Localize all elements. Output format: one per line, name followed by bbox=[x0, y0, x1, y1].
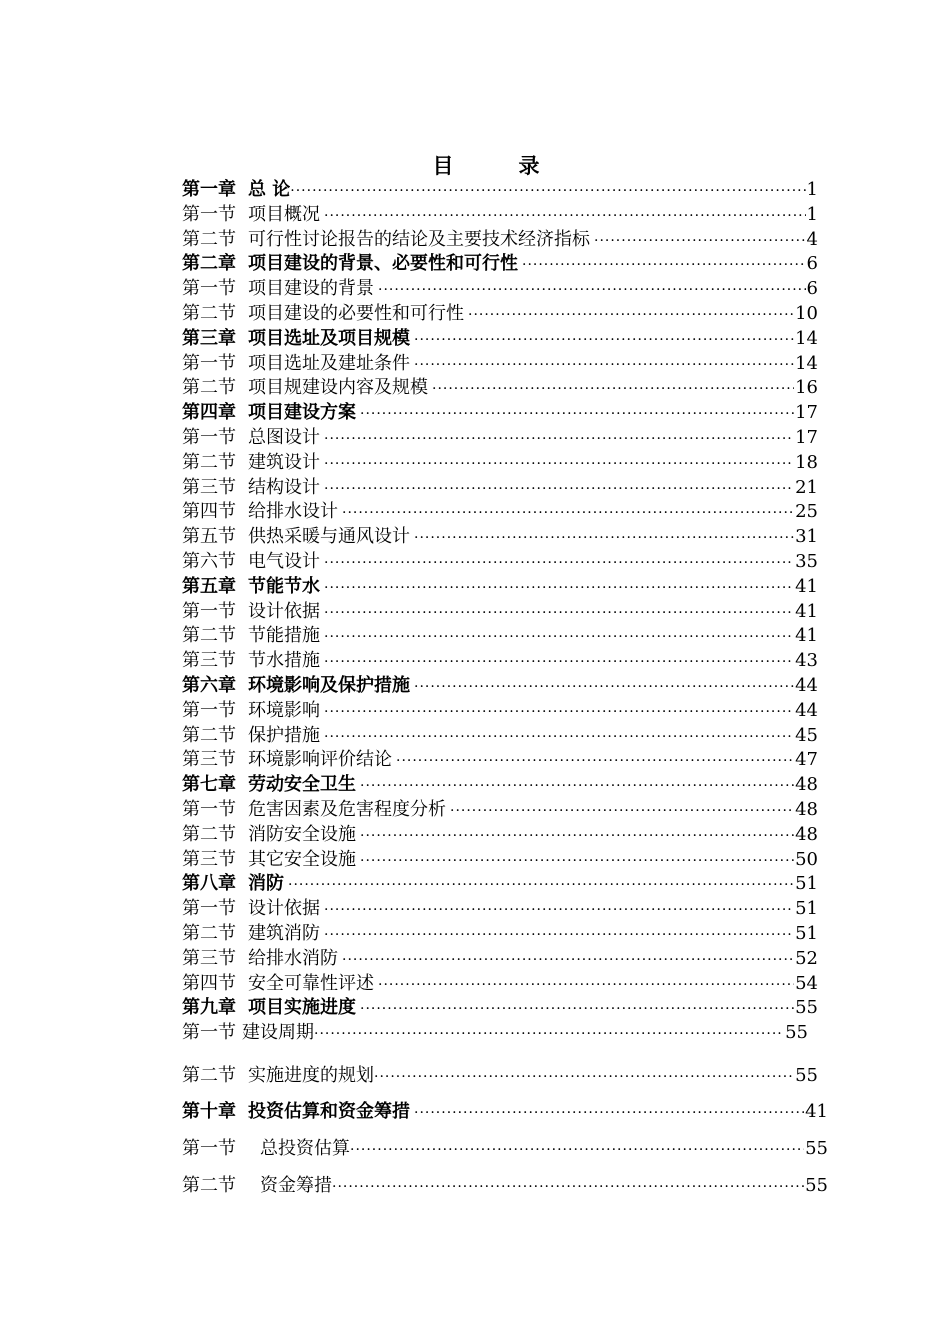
toc-leader-dots bbox=[522, 253, 806, 277]
toc-page-number: 52 bbox=[795, 947, 818, 969]
toc-title: 目 录 bbox=[432, 153, 562, 178]
toc-entry-number: 第三节 bbox=[182, 476, 236, 498]
toc-section-entry[interactable] bbox=[182, 203, 818, 227]
toc-entry-title: 项目选址及建址条件 bbox=[248, 352, 410, 374]
toc-section-entry[interactable] bbox=[182, 600, 818, 624]
toc-entry-number: 第五章 bbox=[182, 575, 236, 597]
toc-section-entry[interactable] bbox=[182, 1064, 818, 1088]
toc-entry-title: 项目概况 bbox=[248, 203, 320, 225]
toc-entry-label bbox=[182, 674, 410, 698]
toc-page-number: 55 bbox=[785, 1022, 808, 1044]
toc-leader-dots bbox=[378, 278, 806, 302]
toc-page-number: 48 bbox=[795, 823, 818, 845]
toc-entry-title: 建筑消防 bbox=[248, 923, 320, 944]
toc-entry-number: 第二节 bbox=[182, 303, 236, 324]
toc-leader-dots bbox=[360, 402, 794, 426]
toc-chapter-entry[interactable] bbox=[182, 872, 818, 896]
toc-page-number: 41 bbox=[795, 575, 818, 597]
toc-leader-dots bbox=[324, 898, 794, 922]
toc-leader-dots bbox=[414, 1101, 804, 1125]
toc-page-number: 41 bbox=[795, 625, 818, 647]
toc-section-entry[interactable] bbox=[182, 947, 818, 971]
toc-entry-number: 第二节 bbox=[182, 1065, 236, 1086]
toc-section-entry[interactable] bbox=[182, 724, 818, 748]
toc-entry-title: 设计依据 bbox=[248, 600, 320, 622]
toc-page-number: 4 bbox=[806, 228, 818, 250]
toc-leader-dots bbox=[324, 725, 794, 749]
toc-entry-number: 第二章 bbox=[182, 253, 236, 275]
toc-entry-number: 第二节 bbox=[182, 228, 236, 250]
toc-leader-dots bbox=[314, 1022, 784, 1046]
toc-page-number: 48 bbox=[795, 774, 818, 796]
toc-page-number: 14 bbox=[795, 352, 818, 374]
toc-leader-dots bbox=[360, 997, 794, 1021]
toc-page-number: 35 bbox=[795, 551, 818, 572]
toc-entry-title: 项目建设的必要性和可行性 bbox=[248, 303, 464, 324]
toc-leader-dots bbox=[360, 849, 794, 873]
toc-entry-label bbox=[182, 872, 284, 896]
toc-leader-dots bbox=[324, 427, 794, 451]
toc-entry-title: 安全可靠性评述 bbox=[248, 972, 374, 994]
toc-entry-number: 第一节 bbox=[182, 203, 236, 225]
toc-section-entry[interactable] bbox=[182, 302, 818, 326]
toc-section-entry[interactable] bbox=[182, 848, 818, 872]
toc-entry-title: 结构设计 bbox=[248, 476, 320, 498]
toc-page-number: 45 bbox=[795, 724, 818, 746]
toc-section-entry[interactable] bbox=[182, 525, 818, 549]
toc-chapter-entry[interactable] bbox=[182, 674, 818, 698]
toc-entry-title: 可行性讨论报告的结论及主要技术经济指标 bbox=[248, 228, 590, 250]
toc-entry-number: 第二节 bbox=[182, 724, 236, 746]
toc-section-entry[interactable] bbox=[182, 1137, 828, 1161]
toc-leader-dots bbox=[324, 576, 794, 600]
toc-leader-dots bbox=[332, 1175, 804, 1199]
toc-leader-dots bbox=[360, 774, 794, 798]
toc-section-entry[interactable] bbox=[182, 228, 818, 252]
toc-entry-number: 第一节 bbox=[182, 352, 236, 374]
toc-entry-title: 项目规建设内容及规模 bbox=[248, 377, 428, 399]
toc-leader-dots bbox=[414, 526, 794, 550]
toc-leader-dots bbox=[396, 749, 794, 773]
toc-entry-number: 第一节 bbox=[182, 699, 236, 721]
toc-entry-title: 建设周期 bbox=[242, 1022, 314, 1044]
toc-entry-label bbox=[182, 1064, 374, 1088]
toc-entry-title: 项目建设方案 bbox=[248, 402, 356, 424]
toc-page-number: 55 bbox=[795, 1065, 818, 1086]
toc-entry-label bbox=[182, 798, 446, 822]
toc-entry-label bbox=[182, 228, 590, 252]
toc-section-entry[interactable] bbox=[182, 550, 818, 574]
toc-chapter-entry[interactable] bbox=[182, 996, 818, 1020]
toc-entry-label bbox=[182, 575, 320, 599]
toc-entry-number: 第一节 bbox=[182, 600, 236, 622]
toc-entry-title: 总投资估算 bbox=[260, 1138, 350, 1159]
toc-entry-number: 第三节 bbox=[182, 650, 236, 672]
toc-entry-title: 节水措施 bbox=[248, 650, 320, 672]
toc-entry-number: 第十章 bbox=[182, 1101, 236, 1122]
toc-entry-label bbox=[182, 352, 410, 376]
toc-entry-number: 第四章 bbox=[182, 402, 236, 424]
toc-entry-number: 第二节 bbox=[182, 923, 236, 944]
toc-entry-number: 第一节 bbox=[182, 799, 236, 820]
toc-entry-label bbox=[182, 1021, 314, 1045]
toc-page-number: 51 bbox=[795, 873, 818, 895]
toc-chapter-entry[interactable] bbox=[182, 1100, 828, 1124]
toc-section-entry[interactable] bbox=[182, 748, 818, 772]
toc-page-number: 17 bbox=[795, 427, 818, 448]
toc-entry-label bbox=[182, 972, 374, 996]
toc-entry-title: 总图设计 bbox=[248, 427, 320, 448]
toc-entry-number: 第一节 bbox=[182, 1138, 236, 1159]
toc-section-entry[interactable] bbox=[182, 1021, 808, 1045]
toc-entry-label bbox=[182, 947, 338, 971]
toc-leader-dots bbox=[324, 923, 794, 947]
toc-entry-label bbox=[182, 773, 356, 797]
toc-leader-dots bbox=[324, 551, 794, 575]
toc-entry-title: 环境影响及保护措施 bbox=[248, 675, 410, 696]
toc-entry-label bbox=[182, 600, 320, 624]
toc-entry-label bbox=[182, 302, 464, 326]
toc-entry-number: 第一章 bbox=[182, 179, 236, 200]
toc-entry-number: 第六章 bbox=[182, 675, 236, 696]
toc-section-entry[interactable] bbox=[182, 451, 818, 475]
toc-entry-label bbox=[182, 327, 410, 351]
toc-entry-title: 给排水设计 bbox=[248, 501, 338, 523]
toc-page-number: 51 bbox=[795, 898, 818, 920]
toc-page-number: 48 bbox=[795, 799, 818, 820]
toc-entry-label bbox=[182, 1174, 332, 1198]
toc-entry-title: 设计依据 bbox=[248, 898, 320, 920]
toc-page-number: 31 bbox=[795, 526, 818, 548]
toc-entry-number: 第四节 bbox=[182, 972, 236, 994]
toc-entry-label bbox=[182, 525, 410, 549]
toc-chapter-entry[interactable] bbox=[182, 401, 818, 425]
toc-leader-dots bbox=[324, 204, 806, 228]
toc-page-number: 16 bbox=[795, 377, 818, 399]
toc-entry-label bbox=[182, 1100, 410, 1124]
toc-page-number: 50 bbox=[795, 848, 818, 870]
toc-entry-number: 第二节 bbox=[182, 1175, 236, 1196]
toc-leader-dots bbox=[342, 948, 794, 972]
toc-chapter-entry[interactable] bbox=[182, 575, 818, 599]
toc-entry-label bbox=[182, 426, 320, 450]
toc-entry-title: 资金筹措 bbox=[260, 1175, 332, 1196]
toc-page-number: 21 bbox=[795, 476, 818, 498]
toc-chapter-entry[interactable] bbox=[182, 327, 818, 351]
toc-entry-label bbox=[182, 376, 428, 400]
toc-section-entry[interactable] bbox=[182, 352, 818, 376]
toc-entry-label bbox=[182, 724, 320, 748]
toc-section-entry[interactable] bbox=[182, 476, 818, 500]
toc-entry-label bbox=[182, 922, 320, 946]
toc-chapter-entry[interactable] bbox=[182, 178, 818, 202]
toc-section-entry[interactable] bbox=[182, 972, 818, 996]
toc-leader-dots bbox=[360, 824, 794, 848]
toc-leader-dots bbox=[594, 229, 806, 253]
toc-page-number: 51 bbox=[795, 923, 818, 944]
toc-entry-label bbox=[182, 1137, 350, 1161]
toc-entry-title: 给排水消防 bbox=[248, 947, 338, 969]
toc-entry-number: 第八章 bbox=[182, 873, 236, 895]
toc-entry-title: 其它安全设施 bbox=[248, 848, 356, 870]
toc-section-entry[interactable] bbox=[182, 897, 818, 921]
toc-entry-number: 第二节 bbox=[182, 823, 236, 845]
toc-entry-title: 环境影响 bbox=[248, 699, 320, 721]
toc-page-number: 55 bbox=[805, 1138, 828, 1159]
toc-entry-title: 消防 bbox=[248, 873, 284, 895]
toc-entry-label bbox=[182, 624, 320, 648]
toc-entry-label bbox=[182, 401, 356, 425]
toc-entry-label bbox=[182, 649, 320, 673]
toc-entry-title: 建筑设计 bbox=[248, 451, 320, 473]
toc-entry-number: 第六节 bbox=[182, 551, 236, 572]
toc-leader-dots bbox=[324, 477, 794, 501]
toc-entry-label bbox=[182, 897, 320, 921]
toc-entry-title: 投资估算和资金筹措 bbox=[248, 1101, 410, 1122]
toc-leader-dots bbox=[432, 377, 794, 401]
toc-entry-label bbox=[182, 823, 356, 847]
toc-section-entry[interactable] bbox=[182, 277, 818, 301]
toc-entry-label bbox=[182, 203, 320, 227]
toc-entry-title: 危害因素及危害程度分析 bbox=[248, 799, 446, 820]
toc-leader-dots bbox=[324, 625, 794, 649]
toc-entry-number: 第一节 bbox=[182, 1022, 236, 1044]
toc-page-number: 1 bbox=[806, 203, 818, 225]
toc-page-number: 44 bbox=[795, 699, 818, 721]
toc-leader-dots bbox=[342, 501, 794, 525]
toc-leader-dots bbox=[324, 601, 794, 625]
toc-page-number: 43 bbox=[795, 650, 818, 672]
toc-entry-label bbox=[182, 699, 320, 723]
toc-leader-dots bbox=[324, 650, 794, 674]
toc-entry-label bbox=[182, 252, 518, 276]
toc-entry-title: 节能措施 bbox=[248, 625, 320, 647]
toc-entry-label bbox=[182, 451, 320, 475]
toc-entry-title: 节能节水 bbox=[248, 575, 320, 597]
toc-leader-dots bbox=[288, 873, 794, 897]
toc-leader-dots bbox=[324, 700, 794, 724]
toc-section-entry[interactable] bbox=[182, 500, 818, 524]
toc-entry-number: 第四节 bbox=[182, 501, 236, 523]
toc-entry-label bbox=[182, 476, 320, 500]
toc-leader-dots bbox=[414, 353, 794, 377]
toc-leader-dots bbox=[290, 179, 805, 203]
toc-entry-label bbox=[182, 996, 356, 1020]
toc-entry-title: 项目选址及项目规模 bbox=[248, 327, 410, 349]
toc-section-entry[interactable] bbox=[182, 649, 818, 673]
toc-entry-title: 项目实施进度 bbox=[248, 997, 356, 1019]
toc-entry-title: 电气设计 bbox=[248, 551, 320, 572]
toc-section-entry[interactable] bbox=[182, 624, 818, 648]
toc-entry-title: 供热采暖与通风设计 bbox=[248, 526, 410, 548]
toc-entry-title: 劳动安全卫生 bbox=[248, 774, 356, 796]
toc-entry-label bbox=[182, 277, 374, 301]
toc-entry-title: 项目建设的背景 bbox=[248, 278, 374, 300]
toc-section-entry[interactable] bbox=[182, 922, 818, 946]
toc-entry-number: 第二节 bbox=[182, 625, 236, 647]
toc-entry-label bbox=[182, 550, 320, 574]
toc-page-number: 44 bbox=[795, 675, 818, 696]
toc-page-number: 41 bbox=[795, 600, 818, 622]
toc-leader-dots bbox=[414, 675, 794, 699]
toc-entry-label bbox=[182, 848, 356, 872]
toc-leader-dots bbox=[374, 1065, 794, 1089]
toc-page-number: 10 bbox=[795, 303, 818, 324]
toc-page-number: 17 bbox=[795, 402, 818, 424]
toc-entry-title: 实施进度的规划 bbox=[248, 1065, 374, 1086]
toc-entry-number: 第二节 bbox=[182, 451, 236, 473]
toc-entry-label bbox=[182, 500, 338, 524]
toc-entry-title: 环境影响评价结论 bbox=[248, 749, 392, 771]
toc-page-number: 47 bbox=[795, 749, 818, 771]
toc-entry-number: 第五节 bbox=[182, 526, 236, 548]
toc-leader-dots bbox=[350, 1138, 804, 1162]
toc-page-number: 25 bbox=[795, 501, 818, 523]
toc-page-number: 55 bbox=[795, 997, 818, 1019]
toc-section-entry[interactable] bbox=[182, 798, 818, 822]
toc-section-entry[interactable] bbox=[182, 426, 818, 450]
toc-entry-title: 消防安全设施 bbox=[248, 823, 356, 845]
toc-page-number: 18 bbox=[795, 451, 818, 473]
toc-entry-number: 第二节 bbox=[182, 377, 236, 399]
toc-leader-dots bbox=[378, 973, 794, 997]
toc-chapter-entry[interactable] bbox=[182, 252, 818, 276]
toc-leader-dots bbox=[324, 452, 794, 476]
toc-entry-number: 第三节 bbox=[182, 848, 236, 870]
toc-entry-number: 第一节 bbox=[182, 278, 236, 300]
toc-entry-title: 保护措施 bbox=[248, 724, 320, 746]
toc-page-number: 54 bbox=[795, 972, 818, 994]
toc-entry-number: 第三节 bbox=[182, 947, 236, 969]
toc-page-number: 1 bbox=[806, 179, 818, 200]
toc-page-number: 6 bbox=[806, 278, 818, 300]
toc-chapter-entry[interactable] bbox=[182, 773, 818, 797]
toc-page-number: 6 bbox=[806, 253, 818, 275]
toc-entry-title: 总 论 bbox=[248, 179, 291, 200]
toc-entry-number: 第七章 bbox=[182, 774, 236, 796]
toc-section-entry[interactable] bbox=[182, 376, 818, 400]
toc-section-entry[interactable] bbox=[182, 1174, 828, 1198]
toc-section-entry[interactable] bbox=[182, 699, 818, 723]
toc-entry-title: 项目建设的背景、必要性和可行性 bbox=[248, 253, 518, 275]
toc-page-number: 41 bbox=[805, 1101, 828, 1122]
toc-page-number: 14 bbox=[795, 327, 818, 349]
toc-leader-dots bbox=[468, 303, 794, 327]
toc-leader-dots bbox=[414, 328, 794, 352]
toc-section-entry[interactable] bbox=[182, 823, 818, 847]
toc-entry-number: 第三节 bbox=[182, 749, 236, 771]
toc-entry-label bbox=[182, 748, 392, 772]
toc-page-number: 55 bbox=[805, 1175, 828, 1196]
toc-entry-number: 第一节 bbox=[182, 427, 236, 448]
toc-entry-label bbox=[182, 178, 290, 202]
toc-leader-dots bbox=[450, 799, 794, 823]
toc-entry-number: 第九章 bbox=[182, 997, 236, 1019]
toc-entry-number: 第一节 bbox=[182, 898, 236, 920]
toc-entry-number: 第三章 bbox=[182, 327, 236, 349]
